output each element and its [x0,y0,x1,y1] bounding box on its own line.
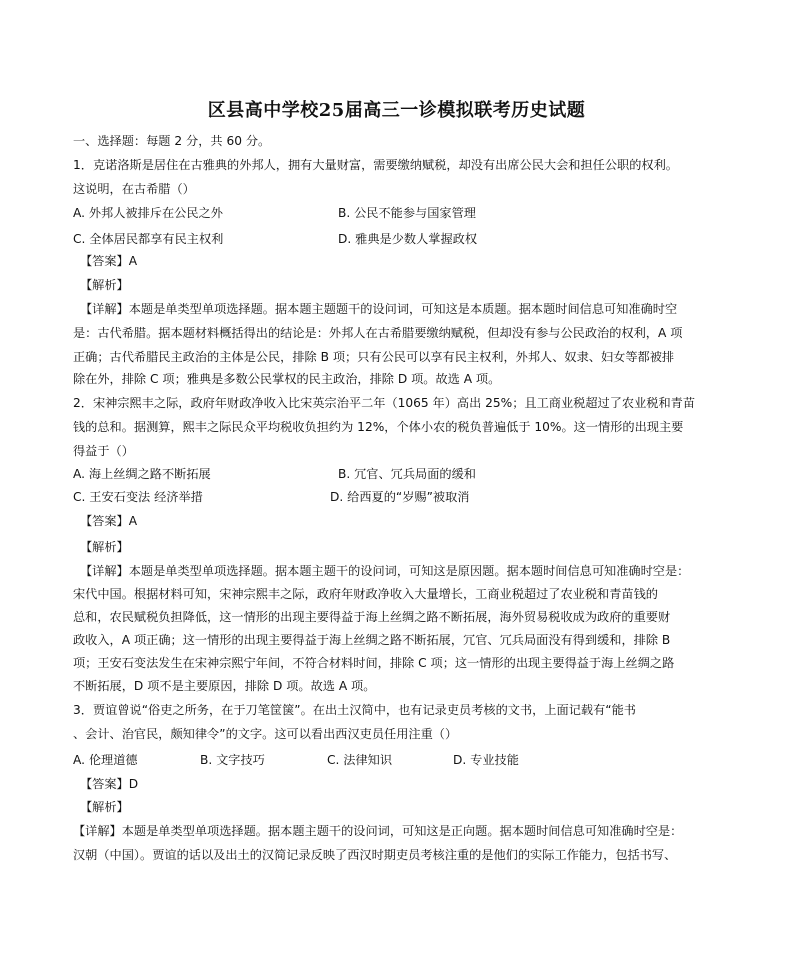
question-1-stem: 这说明，在古希腊（） [73,182,195,196]
question-2-detail: 政收入，A 项正确；这一情形的出现主要得益于海上丝绸之路不断拓展，冗官、冗兵局面没有得到缓和，排除 B [73,633,671,647]
question-3-detail: 汉朝（中国）。贾谊的话以及出土的汉简记录反映了西汉时期吏员考核注重的是他们的实际工作能力，包括书写、 [73,848,677,862]
section-heading: 一、选择题：每题 2 分，共 60 分。 [73,134,271,148]
question-3-answer: 【答案】D [80,777,139,791]
question-3-option-a: A. 伦理道德 [73,753,138,767]
question-1-option-b: B. 公民不能参与国家管理 [338,206,476,220]
question-2-detail: 不断拓展，D 项不是主要原因，排除 D 项。故选 A 项。 [73,679,376,693]
question-2-detail: 宋代中国。根据材料可知，宋神宗熙丰之际，政府年财政净收入大量增长，工商业税超过了农业税和青苗钱的 [73,587,658,601]
question-3-option-d: D. 专业技能 [453,753,519,767]
question-2-stem: 2．宋神宗熙丰之际，政府年财政净收入比宋英宗治平二年（1065 年）高出 25%；且工商业税超过了农业税和青苗 [73,396,696,410]
question-3-detail: 【详解】本题是单类型单项选择题。据本题主题干的设问词，可知这是正向题。据本题时间信息可知准确时空是： [73,824,683,838]
question-2-option-d: D. 给西夏的“岁赐”被取消 [330,490,470,504]
question-1-detail: 是：古代希腊。据本题材料概括得出的结论是：外邦人在古希腊要缴纳赋税，但却没有参与公民政治的权利，A 项 [73,326,683,340]
question-3-analysis-label: 【解析】 [80,800,129,814]
question-2-analysis-label: 【解析】 [80,540,129,554]
question-1-answer: 【答案】A [80,254,138,268]
question-2-detail: 【详解】本题是单类型单项选择题。据本题主题干的设问词，可知这是原因题。据本题时间信息可知准确时空是： [80,564,690,578]
question-3-option-b: B. 文字技巧 [200,753,265,767]
question-2-option-c: C. 王安石变法 经济举措 [73,490,203,504]
question-1-option-c: C. 全体居民都享有民主权利 [73,232,224,246]
question-3-stem: 3．贾谊曾说“俗吏之所务，在于刀笔筐箧”。在出土汉简中，也有记录吏员考核的文书，上面记载有“能书 [73,703,636,717]
question-2-stem: 钱的总和。据测算，熙丰之际民众平均税收负担约为 12%，个体小农的税负普遍低于 10%。这一情形的出现主要 [73,420,684,434]
question-3-stem: 、会计、治官民，颇知律令”的文字。这可以看出西汉吏员任用注重（） [73,727,458,741]
question-1-option-d: D. 雅典是少数人掌握政权 [338,232,478,246]
page-title: 区县高中学校25届高三一诊模拟联考历史试题 [207,100,586,121]
question-2-answer: 【答案】A [80,514,138,528]
question-1-option-a: A. 外邦人被排斥在公民之外 [73,206,223,220]
question-1-detail: 【详解】本题是单类型单项选择题。据本题主题题干的设问词，可知这是本质题。据本题时间信息可知准确时空 [80,302,678,316]
question-2-detail: 总和，农民赋税负担降低，这一情形的出现主要得益于海上丝绸之路不断拓展，海外贸易税收成为政府的重要财 [73,610,671,624]
question-1-detail: 除在外，排除 C 项；雅典是多数公民掌权的民主政治，排除 D 项。故选 A 项。 [73,372,501,386]
question-2-detail: 项；王安石变法发生在宋神宗熙宁年间，不符合材料时间，排除 C 项；这一情形的出现主要得益于海上丝绸之路 [73,656,675,670]
question-2-option-a: A. 海上丝绸之路不断拓展 [73,467,211,481]
question-2-option-b: B. 冗官、冗兵局面的缓和 [338,467,476,481]
question-1-detail: 正确；古代希腊民主政治的主体是公民，排除 B 项；只有公民可以享有民主权利，外邦人、奴隶、妇女等都被排 [73,350,675,364]
question-2-stem: 得益于（） [73,444,134,458]
question-1-stem: 1．克诺洛斯是居住在古雅典的外邦人，拥有大量财富，需要缴纳赋税，却没有出席公民大会和担任公职的权利。 [73,158,678,172]
question-1-analysis-label: 【解析】 [80,278,129,292]
question-3-option-c: C. 法律知识 [327,753,393,767]
